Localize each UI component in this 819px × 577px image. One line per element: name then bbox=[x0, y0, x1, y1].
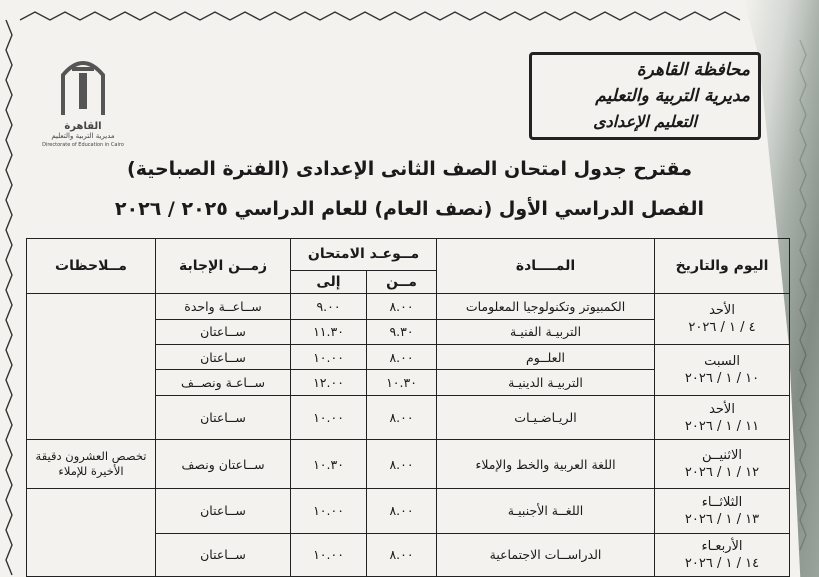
duration-cell: ســاعــة واحدة bbox=[156, 294, 291, 319]
table-header-row bbox=[27, 239, 790, 271]
subject-cell: الريـاضـيـات bbox=[437, 395, 655, 440]
header-from: مــن bbox=[367, 270, 437, 293]
header-governorate: محافظة القاهرة bbox=[636, 60, 750, 80]
duration-cell: ســاعتان bbox=[156, 395, 291, 440]
header-notes: مــلاحظات bbox=[27, 239, 156, 294]
header-stage: التعليم الإعدادى bbox=[593, 112, 697, 131]
duration-cell: ســاعـة ونصــف bbox=[156, 370, 291, 395]
page-title: مقترح جدول امتحان الصف الثانى الإعدادى (الفترة الصباحية) bbox=[127, 158, 692, 180]
subject-cell: التربيـة الفنيـة bbox=[437, 319, 655, 344]
to-cell: ١١.٣٠ bbox=[291, 319, 367, 344]
to-cell: ٩.٠٠ bbox=[291, 294, 367, 319]
page-subtitle: الفصل الدراسي الأول (نصف العام) للعام الدراسي ٢٠٢٥ / ٢٠٢٦ bbox=[114, 198, 705, 220]
subject-cell: اللغة العربية والخط والإملاء bbox=[437, 440, 655, 489]
to-cell: ١٠.٠٠ bbox=[291, 489, 367, 534]
date: ١٤ / ١ / ٢٠٢٦ bbox=[684, 555, 760, 571]
day-cell bbox=[655, 294, 790, 345]
duration-cell: ســاعتان bbox=[156, 533, 291, 577]
duration-cell: ســاعتان bbox=[156, 344, 291, 369]
logo-caption-en: Directorate of Education in Cairo bbox=[42, 142, 124, 148]
notes-cell bbox=[27, 294, 156, 440]
from-cell: ٨.٠٠ bbox=[367, 533, 437, 577]
day-name: السبت bbox=[704, 353, 740, 369]
exam-schedule-table bbox=[26, 238, 790, 577]
day-name: الاثنيــن bbox=[702, 448, 743, 464]
header-to: إلى bbox=[291, 270, 367, 293]
header-duration: زمــن الإجابة bbox=[156, 239, 291, 294]
from-cell: ٨.٠٠ bbox=[367, 395, 437, 440]
from-cell: ٨.٠٠ bbox=[367, 344, 437, 369]
from-cell: ٨.٠٠ bbox=[367, 294, 437, 319]
duration-cell: ســاعتان bbox=[156, 489, 291, 534]
from-cell: ٨.٠٠ bbox=[367, 440, 437, 489]
logo-arch-icon bbox=[48, 55, 118, 117]
notes-cell: تخصص العشرون دقيقة الأخيرة للإملاء bbox=[27, 440, 156, 489]
cairo-logo bbox=[38, 55, 128, 155]
subject-cell: اللغــة الأجنبيـة bbox=[437, 489, 655, 534]
notes-cell bbox=[27, 489, 156, 577]
header-subject: المــــادة bbox=[437, 239, 655, 294]
date: ١١ / ١ / ٢٠٢٦ bbox=[684, 418, 760, 434]
to-cell: ١٠.٠٠ bbox=[291, 344, 367, 369]
to-cell: ١٢.٠٠ bbox=[291, 370, 367, 395]
day-name: الأحد bbox=[709, 401, 735, 417]
date: ٤ / ١ / ٢٠٢٦ bbox=[688, 320, 756, 335]
day-cell bbox=[655, 344, 790, 395]
to-cell: ١٠.٠٠ bbox=[291, 533, 367, 577]
subject-cell: الكمبيوتر وتكنولوجيا المعلومات bbox=[437, 294, 655, 319]
subject-cell: الدراســات الاجتماعية bbox=[437, 533, 655, 577]
table-row bbox=[27, 294, 790, 319]
header-exam-time: مــوعـد الامتحان bbox=[291, 239, 437, 271]
to-cell: ١٠.٠٠ bbox=[291, 395, 367, 440]
from-cell: ٨.٠٠ bbox=[367, 489, 437, 534]
from-cell: ٩.٣٠ bbox=[367, 319, 437, 344]
day-cell bbox=[655, 489, 790, 534]
header-day-date: اليوم والتاريخ bbox=[655, 239, 790, 294]
day-name: الأحد bbox=[709, 303, 735, 318]
to-cell: ١٠.٣٠ bbox=[291, 440, 367, 489]
logo-text: القاهرة bbox=[64, 121, 102, 132]
logo-caption-ar: مديرية التربية والتعليم bbox=[51, 132, 115, 140]
date: ١٠ / ١ / ٢٠٢٦ bbox=[684, 370, 760, 386]
table-row bbox=[27, 489, 790, 534]
subject-cell: العلــوم bbox=[437, 344, 655, 369]
day-name: الأربعـاء bbox=[701, 538, 743, 554]
subject-cell: التربيـة الدينيـة bbox=[437, 370, 655, 395]
from-cell: ١٠.٣٠ bbox=[367, 370, 437, 395]
ministry-header-box bbox=[529, 52, 761, 140]
day-name: الثلاثــاء bbox=[701, 494, 743, 510]
table-row bbox=[27, 440, 790, 489]
date: ١٣ / ١ / ٢٠٢٦ bbox=[684, 511, 760, 527]
duration-cell: ســاعتان bbox=[156, 319, 291, 344]
day-cell bbox=[655, 440, 790, 489]
date: ١٢ / ١ / ٢٠٢٦ bbox=[684, 465, 760, 481]
day-cell bbox=[655, 533, 790, 577]
header-directorate: مديرية التربية والتعليم bbox=[595, 86, 750, 106]
day-cell bbox=[655, 395, 790, 440]
duration-cell: ســاعتان ونصف bbox=[156, 440, 291, 489]
